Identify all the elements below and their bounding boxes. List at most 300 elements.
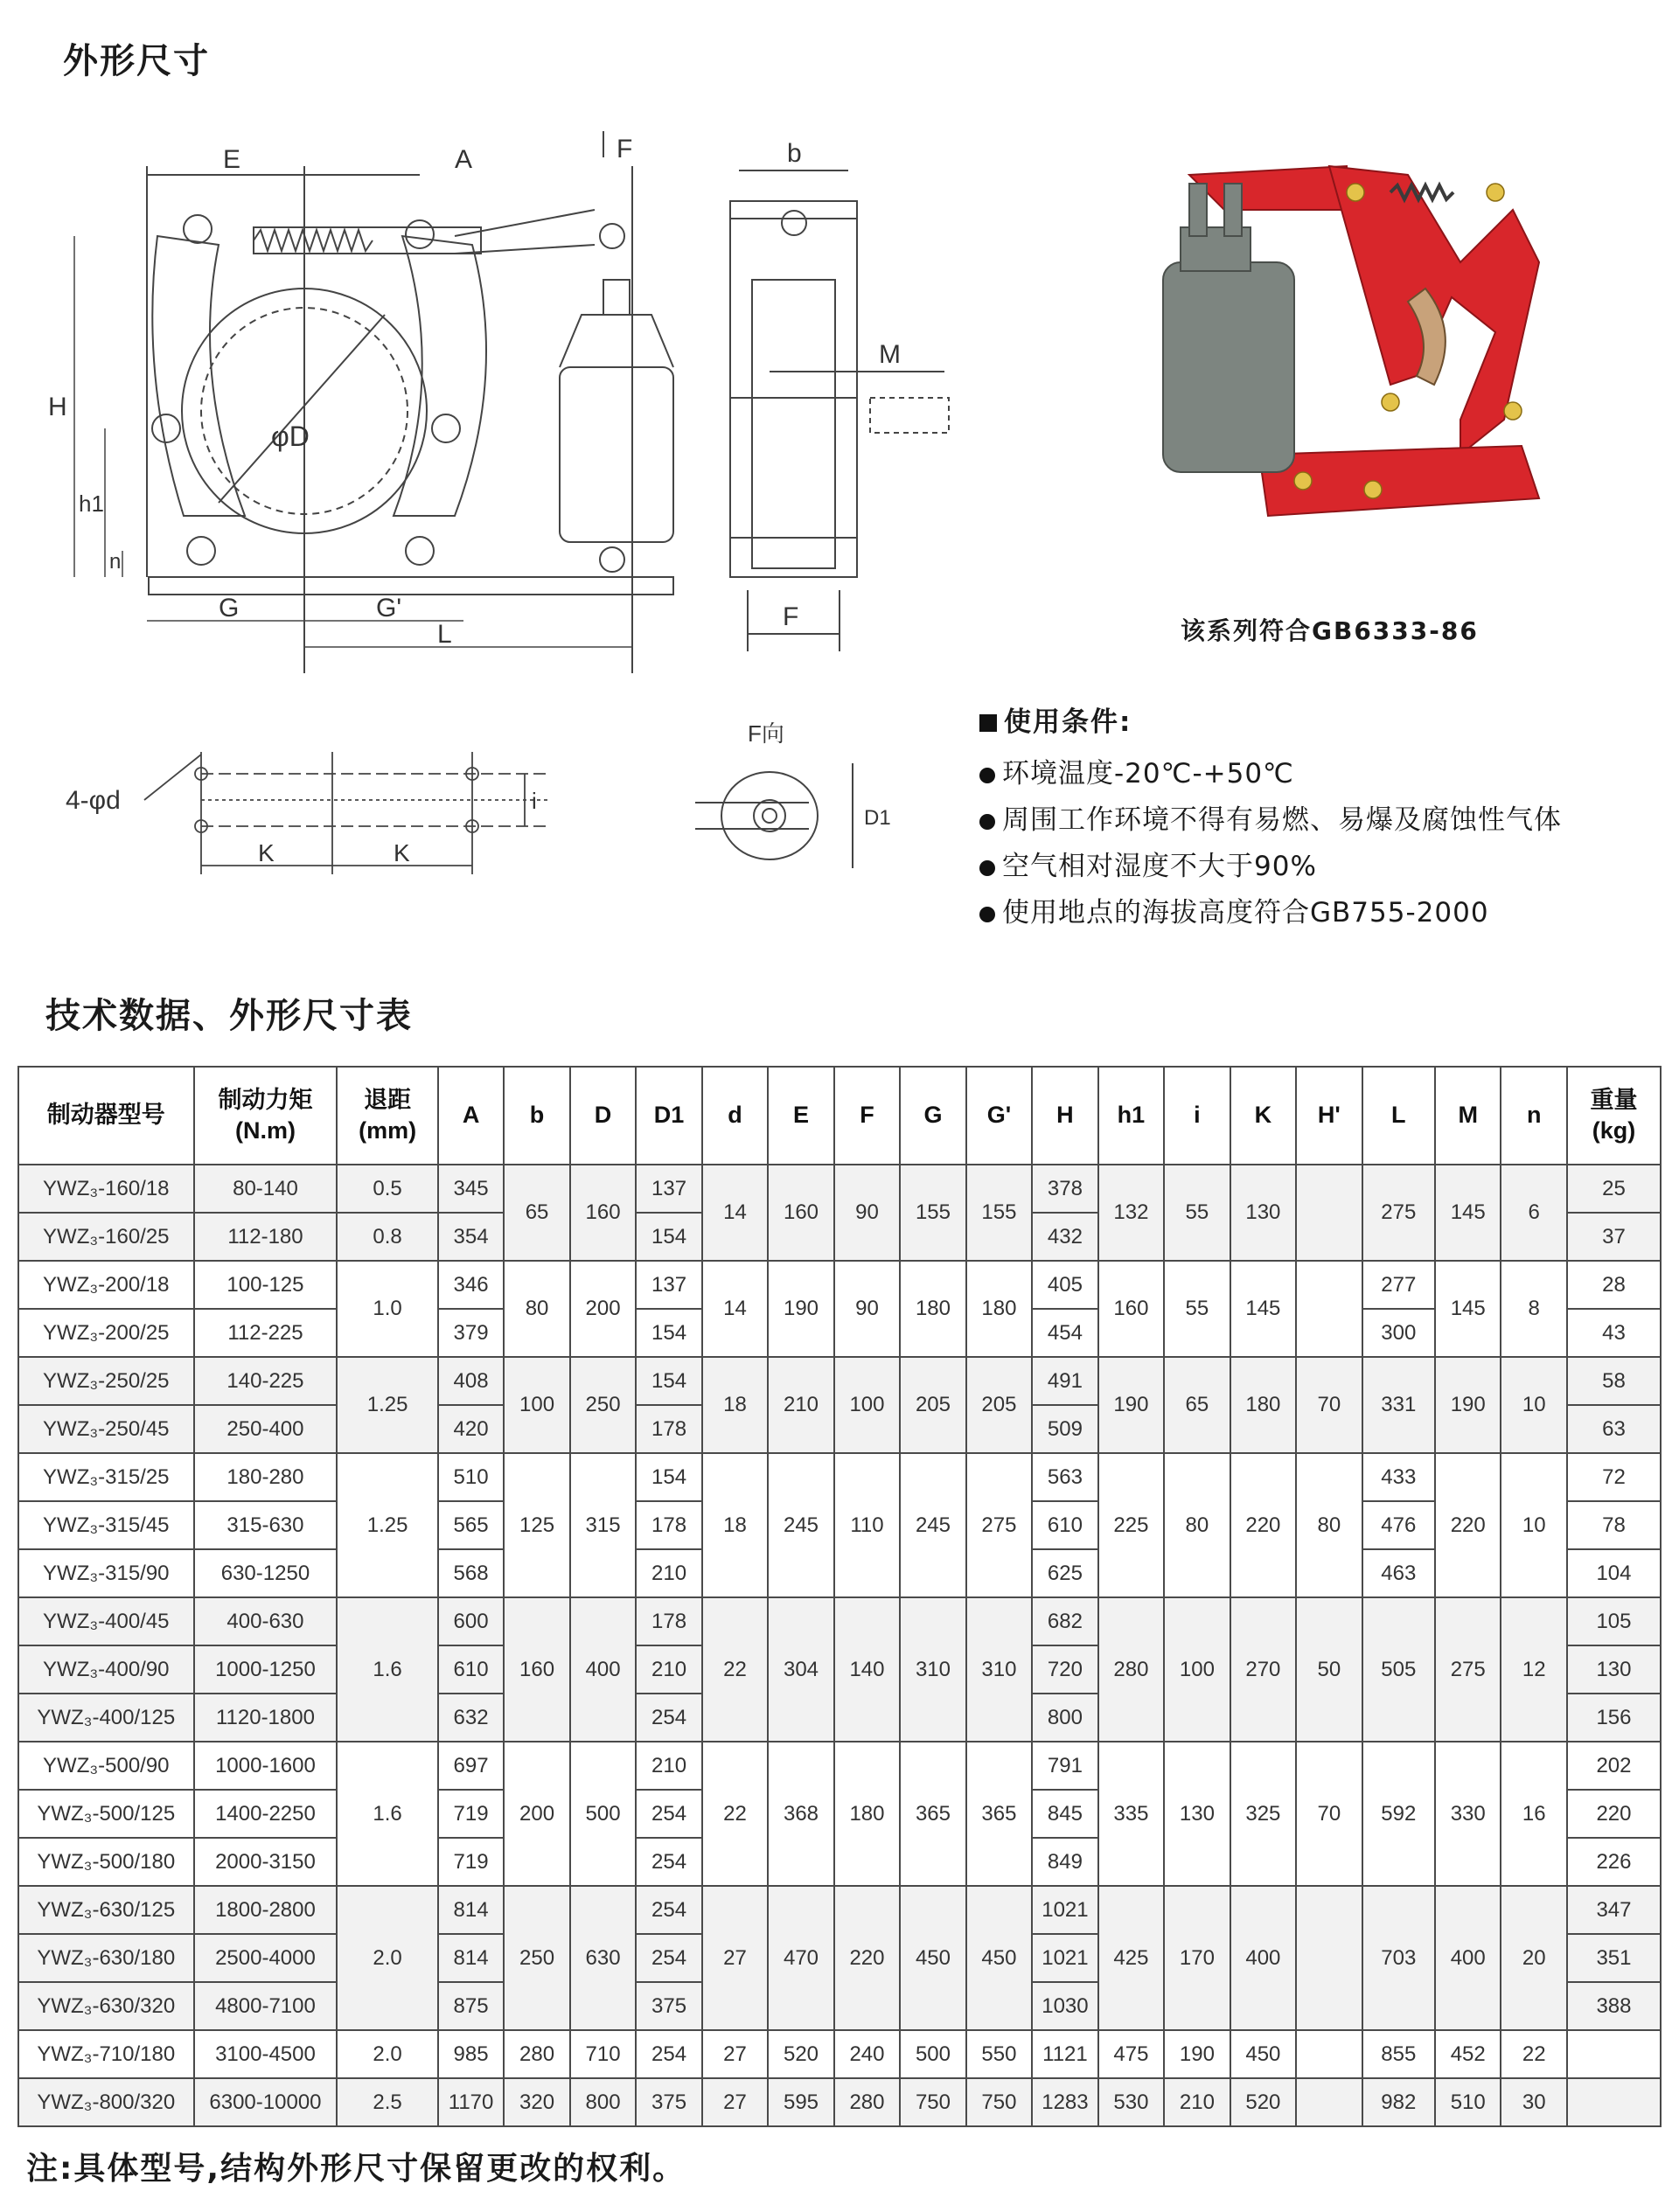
table-cell: 550 bbox=[966, 2030, 1032, 2078]
table-cell: 1170 bbox=[438, 2078, 504, 2126]
table-cell: 14 bbox=[702, 1261, 768, 1357]
dim-label-G: G bbox=[219, 594, 240, 623]
table-cell: 58 bbox=[1567, 1357, 1661, 1405]
table-cell: 351 bbox=[1567, 1934, 1661, 1982]
table-cell: 27 bbox=[702, 1886, 768, 2030]
table-cell: 180-280 bbox=[194, 1453, 338, 1501]
table-cell: 80 bbox=[1296, 1453, 1362, 1597]
table-cell: 178 bbox=[636, 1597, 701, 1645]
table-cell: 130 bbox=[1567, 1645, 1661, 1694]
table-cell: 275 bbox=[966, 1453, 1032, 1597]
dim-label-D1: D1 bbox=[864, 806, 891, 830]
condition-item: 环境温度-20℃-+50℃ bbox=[1002, 758, 1294, 790]
table-cell: 130 bbox=[1164, 1742, 1230, 1886]
usage-conditions bbox=[979, 699, 1562, 936]
table-cell: 625 bbox=[1032, 1549, 1097, 1597]
table-cell bbox=[1296, 1165, 1362, 1261]
table-cell: 105 bbox=[1567, 1597, 1661, 1645]
table-cell: 220 bbox=[1567, 1790, 1661, 1838]
table-row bbox=[18, 1886, 1661, 1934]
table-cell: 719 bbox=[438, 1790, 504, 1838]
table-cell: 30 bbox=[1501, 2078, 1566, 2126]
table-header-cell: H' bbox=[1296, 1067, 1362, 1165]
table-cell: 750 bbox=[966, 2078, 1032, 2126]
table-cell: 55 bbox=[1164, 1261, 1230, 1357]
table-header-cell: M bbox=[1435, 1067, 1501, 1165]
table-cell: 697 bbox=[438, 1742, 504, 1790]
table-cell: 170 bbox=[1164, 1886, 1230, 2030]
table-cell: 254 bbox=[636, 1838, 701, 1886]
dim-label-M: M bbox=[879, 340, 901, 369]
table-cell: 72 bbox=[1567, 1453, 1661, 1501]
table-cell: 180 bbox=[900, 1261, 965, 1357]
table-cell: 277 bbox=[1362, 1261, 1435, 1309]
table-cell: 432 bbox=[1032, 1213, 1097, 1261]
table-cell: 140 bbox=[834, 1597, 900, 1742]
table-cell: 630-1250 bbox=[194, 1549, 338, 1597]
table-cell: 250 bbox=[570, 1357, 636, 1453]
table-cell: 65 bbox=[1164, 1357, 1230, 1453]
table-cell: 200 bbox=[504, 1742, 569, 1886]
table-cell: 14 bbox=[702, 1165, 768, 1261]
table-cell: 210 bbox=[636, 1645, 701, 1694]
dim-label-F: F bbox=[617, 135, 633, 163]
table-cell: 365 bbox=[966, 1742, 1032, 1886]
table-cell: 43 bbox=[1567, 1309, 1661, 1357]
table-cell: 388 bbox=[1567, 1982, 1661, 2030]
table-cell bbox=[1296, 1886, 1362, 2030]
table-cell: 563 bbox=[1032, 1453, 1097, 1501]
table-cell: 178 bbox=[636, 1501, 701, 1549]
table-header-row bbox=[18, 1067, 1661, 1165]
table-cell: 145 bbox=[1435, 1261, 1501, 1357]
table-cell: 154 bbox=[636, 1213, 701, 1261]
table-cell: 280 bbox=[1098, 1597, 1164, 1742]
table-cell: 315 bbox=[570, 1453, 636, 1597]
table-cell: 592 bbox=[1362, 1742, 1435, 1886]
table-cell: 180 bbox=[834, 1742, 900, 1886]
table-cell: YWZ₃-630/125 bbox=[18, 1886, 194, 1934]
table-cell: 25 bbox=[1567, 1165, 1661, 1213]
table-cell: 520 bbox=[768, 2030, 833, 2078]
table-cell: 155 bbox=[966, 1165, 1032, 1261]
table-cell: 27 bbox=[702, 2030, 768, 2078]
table-cell: 2500-4000 bbox=[194, 1934, 338, 1982]
table-cell: 130 bbox=[1230, 1165, 1296, 1261]
table-cell: YWZ₃-400/90 bbox=[18, 1645, 194, 1694]
dim-label-4d: 4-φd bbox=[66, 786, 121, 815]
table-cell: 346 bbox=[438, 1261, 504, 1309]
dim-label-i: i bbox=[532, 788, 537, 814]
table-cell: 405 bbox=[1032, 1261, 1097, 1309]
table-cell: 1000-1600 bbox=[194, 1742, 338, 1790]
table-cell: 814 bbox=[438, 1886, 504, 1934]
dim-label-K-right: K bbox=[394, 839, 410, 866]
dim-label-b: b bbox=[787, 139, 802, 168]
table-cell: 2000-3150 bbox=[194, 1838, 338, 1886]
table-cell: 12 bbox=[1501, 1597, 1566, 1742]
table-cell: 137 bbox=[636, 1165, 701, 1213]
table-cell: 22 bbox=[702, 1742, 768, 1886]
table-cell: YWZ₃-630/320 bbox=[18, 1982, 194, 2030]
table-cell: 160 bbox=[1098, 1261, 1164, 1357]
table-cell: 280 bbox=[834, 2078, 900, 2126]
table-cell: 1120-1800 bbox=[194, 1694, 338, 1742]
table-header-cell: h1 bbox=[1098, 1067, 1164, 1165]
table-cell: 225 bbox=[1098, 1453, 1164, 1597]
table-cell: 425 bbox=[1098, 1886, 1164, 2030]
table-cell: 200 bbox=[570, 1261, 636, 1357]
table-cell: 408 bbox=[438, 1357, 504, 1405]
table-header-cell: L bbox=[1362, 1067, 1435, 1165]
table-cell: 632 bbox=[438, 1694, 504, 1742]
dim-label-D: φD bbox=[271, 421, 310, 452]
table-cell: 100 bbox=[834, 1357, 900, 1453]
table-cell: YWZ₃-630/180 bbox=[18, 1934, 194, 1982]
table-cell: 254 bbox=[636, 1886, 701, 1934]
table-cell: 682 bbox=[1032, 1597, 1097, 1645]
table-cell: 78 bbox=[1567, 1501, 1661, 1549]
table-header-cell: 重量 (kg) bbox=[1567, 1067, 1661, 1165]
table-cell: 365 bbox=[900, 1742, 965, 1886]
table-cell: 154 bbox=[636, 1453, 701, 1501]
table-cell bbox=[1567, 2078, 1661, 2126]
table-cell: 140-225 bbox=[194, 1357, 338, 1405]
table-cell: 610 bbox=[438, 1645, 504, 1694]
table-cell: 800 bbox=[1032, 1694, 1097, 1742]
table-cell: 595 bbox=[768, 2078, 833, 2126]
table-cell: 520 bbox=[1230, 2078, 1296, 2126]
table-cell: 202 bbox=[1567, 1742, 1661, 1790]
table-cell: 500 bbox=[900, 2030, 965, 2078]
table-cell: 1800-2800 bbox=[194, 1886, 338, 1934]
table-cell: 379 bbox=[438, 1309, 504, 1357]
table-cell: 703 bbox=[1362, 1886, 1435, 2030]
table-cell: 310 bbox=[966, 1597, 1032, 1742]
bullet-icon bbox=[979, 814, 995, 830]
table-cell: 530 bbox=[1098, 2078, 1164, 2126]
table-cell: 510 bbox=[1435, 2078, 1501, 2126]
table-cell: 450 bbox=[1230, 2030, 1296, 2078]
table-cell: 27 bbox=[702, 2078, 768, 2126]
dim-label-G-prime: G' bbox=[376, 594, 402, 623]
table-row bbox=[18, 1261, 1661, 1309]
table-header-cell: K bbox=[1230, 1067, 1296, 1165]
table-cell: 104 bbox=[1567, 1549, 1661, 1597]
dim-label-H: H bbox=[48, 393, 67, 421]
table-cell: 16 bbox=[1501, 1742, 1566, 1886]
table-cell: 112-225 bbox=[194, 1309, 338, 1357]
table-header-cell: D1 bbox=[636, 1067, 701, 1165]
table-cell: YWZ₃-315/45 bbox=[18, 1501, 194, 1549]
table-cell: 345 bbox=[438, 1165, 504, 1213]
table-cell: 400 bbox=[570, 1597, 636, 1742]
table-cell: YWZ₃-250/45 bbox=[18, 1405, 194, 1453]
table-cell: 50 bbox=[1296, 1597, 1362, 1742]
table-cell: YWZ₃-250/25 bbox=[18, 1357, 194, 1405]
table-cell: 300 bbox=[1362, 1309, 1435, 1357]
square-bullet-icon bbox=[979, 714, 997, 732]
table-cell bbox=[1567, 2030, 1661, 2078]
table-cell: 190 bbox=[1435, 1357, 1501, 1453]
table-header-cell: A bbox=[438, 1067, 504, 1165]
table-cell: 254 bbox=[636, 1790, 701, 1838]
bullet-icon bbox=[979, 768, 995, 783]
table-cell: 509 bbox=[1032, 1405, 1097, 1453]
condition-item: 空气相对湿度不大于90% bbox=[1002, 851, 1317, 882]
table-cell: 470 bbox=[768, 1886, 833, 2030]
table-cell: 154 bbox=[636, 1309, 701, 1357]
table-cell: 90 bbox=[834, 1261, 900, 1357]
table-cell: 190 bbox=[1164, 2030, 1230, 2078]
table-cell: 505 bbox=[1362, 1597, 1435, 1742]
table-cell: 245 bbox=[900, 1453, 965, 1597]
dim-label-F-side: F bbox=[783, 602, 799, 631]
table-cell: YWZ₃-315/25 bbox=[18, 1453, 194, 1501]
table-cell: 270 bbox=[1230, 1597, 1296, 1742]
table-cell: 454 bbox=[1032, 1309, 1097, 1357]
table-cell: 1021 bbox=[1032, 1886, 1097, 1934]
table-cell: YWZ₃-500/180 bbox=[18, 1838, 194, 1886]
table-cell: 304 bbox=[768, 1597, 833, 1742]
table-cell: 450 bbox=[900, 1886, 965, 2030]
table-cell: 275 bbox=[1362, 1165, 1435, 1261]
spec-table bbox=[17, 1066, 1662, 2127]
table-cell: YWZ₃-315/90 bbox=[18, 1549, 194, 1597]
table-cell: 1283 bbox=[1032, 2078, 1097, 2126]
table-row bbox=[18, 1742, 1661, 1790]
table-cell: 378 bbox=[1032, 1165, 1097, 1213]
f-direction-view-drawing bbox=[691, 715, 901, 890]
table-cell: 400 bbox=[1230, 1886, 1296, 2030]
table-row bbox=[18, 1165, 1661, 1213]
table-cell: 220 bbox=[834, 1886, 900, 2030]
dim-label-L: L bbox=[437, 620, 452, 649]
table-cell: YWZ₃-160/18 bbox=[18, 1165, 194, 1213]
table-cell: 22 bbox=[1501, 2030, 1566, 2078]
table-header-cell: 制动力矩 (N.m) bbox=[194, 1067, 338, 1165]
table-header-cell: F bbox=[834, 1067, 900, 1165]
table-cell: 6300-10000 bbox=[194, 2078, 338, 2126]
table-cell: 750 bbox=[900, 2078, 965, 2126]
table-header-cell: 制动器型号 bbox=[18, 1067, 194, 1165]
table-cell: 347 bbox=[1567, 1886, 1661, 1934]
table-cell: 433 bbox=[1362, 1453, 1435, 1501]
table-cell: 80-140 bbox=[194, 1165, 338, 1213]
table-cell: 1.25 bbox=[337, 1357, 437, 1453]
table-cell: 210 bbox=[768, 1357, 833, 1453]
table-header-cell: H bbox=[1032, 1067, 1097, 1165]
table-row bbox=[18, 1453, 1661, 1501]
bullet-icon bbox=[979, 860, 995, 876]
table-cell: 0.8 bbox=[337, 1213, 437, 1261]
table-cell: 70 bbox=[1296, 1357, 1362, 1453]
table-cell: 275 bbox=[1435, 1597, 1501, 1742]
section-title-dimensions: 外形尺寸 bbox=[63, 41, 210, 81]
table-cell: 1030 bbox=[1032, 1982, 1097, 2030]
table-cell: 475 bbox=[1098, 2030, 1164, 2078]
table-cell: 610 bbox=[1032, 1501, 1097, 1549]
table-header-cell: E bbox=[768, 1067, 833, 1165]
table-cell: 254 bbox=[636, 2030, 701, 2078]
table-cell: 80 bbox=[504, 1261, 569, 1357]
table-cell: 137 bbox=[636, 1261, 701, 1309]
table-cell: 250 bbox=[504, 1886, 569, 2030]
brake-product-illustration bbox=[1128, 157, 1583, 551]
section-title-table: 技术数据、外形尺寸表 bbox=[45, 996, 413, 1036]
table-cell: 110 bbox=[834, 1453, 900, 1597]
table-cell: YWZ₃-400/125 bbox=[18, 1694, 194, 1742]
table-cell: 145 bbox=[1230, 1261, 1296, 1357]
table-cell: 710 bbox=[570, 2030, 636, 2078]
condition-item: 使用地点的海拔高度符合GB755-2000 bbox=[1002, 897, 1489, 929]
table-cell: 500 bbox=[570, 1742, 636, 1886]
table-cell: 80 bbox=[1164, 1453, 1230, 1597]
table-cell: 250-400 bbox=[194, 1405, 338, 1453]
table-cell: 125 bbox=[504, 1453, 569, 1597]
table-cell: 310 bbox=[900, 1597, 965, 1742]
table-cell: 160 bbox=[570, 1165, 636, 1261]
table-cell: 1.0 bbox=[337, 1261, 437, 1357]
table-cell: 510 bbox=[438, 1453, 504, 1501]
table-cell: 6 bbox=[1501, 1165, 1566, 1261]
table-cell: 37 bbox=[1567, 1213, 1661, 1261]
table-cell: YWZ₃-200/18 bbox=[18, 1261, 194, 1309]
condition-item: 周围工作环境不得有易燃、易爆及腐蚀性气体 bbox=[1002, 804, 1562, 836]
mounting-holes-drawing bbox=[61, 739, 568, 887]
table-cell: 330 bbox=[1435, 1742, 1501, 1886]
table-cell: 335 bbox=[1098, 1742, 1164, 1886]
table-cell: 420 bbox=[438, 1405, 504, 1453]
table-cell bbox=[1296, 2030, 1362, 2078]
table-row bbox=[18, 2030, 1661, 2078]
footnote: 注:具体型号,结构外形尺寸保留更改的权利。 bbox=[26, 2151, 686, 2187]
dim-label-A: A bbox=[455, 145, 473, 174]
table-cell: 220 bbox=[1435, 1453, 1501, 1597]
table-cell: 354 bbox=[438, 1213, 504, 1261]
table-cell: 0.5 bbox=[337, 1165, 437, 1213]
table-cell: 254 bbox=[636, 1694, 701, 1742]
standard-caption: 该系列符合GB6333-86 bbox=[1181, 616, 1479, 645]
table-cell: 280 bbox=[504, 2030, 569, 2078]
table-cell: 70 bbox=[1296, 1742, 1362, 1886]
table-cell: 1400-2250 bbox=[194, 1790, 338, 1838]
table-cell: YWZ₃-160/25 bbox=[18, 1213, 194, 1261]
table-cell: YWZ₃-710/180 bbox=[18, 2030, 194, 2078]
table-header-cell: i bbox=[1164, 1067, 1230, 1165]
table-cell: 1.25 bbox=[337, 1453, 437, 1597]
table-row bbox=[18, 1357, 1661, 1405]
table-cell: 156 bbox=[1567, 1694, 1661, 1742]
table-cell: 112-180 bbox=[194, 1213, 338, 1261]
table-cell: 1000-1250 bbox=[194, 1645, 338, 1694]
table-cell: 254 bbox=[636, 1934, 701, 1982]
table-cell: 985 bbox=[438, 2030, 504, 2078]
table-cell: 600 bbox=[438, 1597, 504, 1645]
table-cell: 375 bbox=[636, 1982, 701, 2030]
table-cell: 132 bbox=[1098, 1165, 1164, 1261]
table-cell: 982 bbox=[1362, 2078, 1435, 2126]
table-cell: 22 bbox=[702, 1597, 768, 1742]
table-cell: 800 bbox=[570, 2078, 636, 2126]
table-cell: 28 bbox=[1567, 1261, 1661, 1309]
table-cell: YWZ₃-200/25 bbox=[18, 1309, 194, 1357]
table-cell: 4800-7100 bbox=[194, 1982, 338, 2030]
table-cell: 205 bbox=[966, 1357, 1032, 1453]
table-row bbox=[18, 2078, 1661, 2126]
table-cell: 190 bbox=[768, 1261, 833, 1357]
table-cell: 2.0 bbox=[337, 1886, 437, 2030]
table-cell: 320 bbox=[504, 2078, 569, 2126]
table-cell: YWZ₃-500/125 bbox=[18, 1790, 194, 1838]
table-cell: 210 bbox=[636, 1549, 701, 1597]
table-cell: YWZ₃-400/45 bbox=[18, 1597, 194, 1645]
table-cell: 3100-4500 bbox=[194, 2030, 338, 2078]
table-cell: 10 bbox=[1501, 1357, 1566, 1453]
table-cell: 10 bbox=[1501, 1453, 1566, 1597]
table-cell: 875 bbox=[438, 1982, 504, 2030]
table-cell: YWZ₃-800/320 bbox=[18, 2078, 194, 2126]
table-cell: 2.5 bbox=[337, 2078, 437, 2126]
table-cell: 325 bbox=[1230, 1742, 1296, 1886]
table-cell: 400 bbox=[1435, 1886, 1501, 2030]
dim-label-E: E bbox=[223, 145, 241, 174]
table-header-cell: G bbox=[900, 1067, 965, 1165]
table-cell: 205 bbox=[900, 1357, 965, 1453]
table-cell: 18 bbox=[702, 1357, 768, 1453]
table-cell bbox=[1296, 1261, 1362, 1357]
table-header-cell: d bbox=[702, 1067, 768, 1165]
table-cell: 315-630 bbox=[194, 1501, 338, 1549]
table-cell: 55 bbox=[1164, 1165, 1230, 1261]
table-cell: 855 bbox=[1362, 2030, 1435, 2078]
table-cell: 20 bbox=[1501, 1886, 1566, 2030]
table-cell: 100 bbox=[1164, 1597, 1230, 1742]
table-cell: 155 bbox=[900, 1165, 965, 1261]
table-cell: 630 bbox=[570, 1886, 636, 2030]
table-header-cell: b bbox=[504, 1067, 569, 1165]
table-cell: 65 bbox=[504, 1165, 569, 1261]
table-cell: 240 bbox=[834, 2030, 900, 2078]
table-cell: 100-125 bbox=[194, 1261, 338, 1309]
table-cell: 331 bbox=[1362, 1357, 1435, 1453]
table-cell bbox=[1296, 2078, 1362, 2126]
table-cell: 814 bbox=[438, 1934, 504, 1982]
table-row bbox=[18, 1597, 1661, 1645]
table-cell: 1.6 bbox=[337, 1597, 437, 1742]
table-cell: 145 bbox=[1435, 1165, 1501, 1261]
motor-gray bbox=[1163, 184, 1294, 472]
table-cell: 791 bbox=[1032, 1742, 1097, 1790]
table-cell: 375 bbox=[636, 2078, 701, 2126]
table-cell: 154 bbox=[636, 1357, 701, 1405]
table-cell: 160 bbox=[768, 1165, 833, 1261]
front-view-drawing bbox=[35, 114, 665, 673]
table-cell: 845 bbox=[1032, 1790, 1097, 1838]
table-cell: 63 bbox=[1567, 1405, 1661, 1453]
table-cell: 160 bbox=[504, 1597, 569, 1742]
table-cell: 190 bbox=[1098, 1357, 1164, 1453]
table-cell: 463 bbox=[1362, 1549, 1435, 1597]
side-view-drawing bbox=[717, 136, 962, 660]
dim-label-h1: h1 bbox=[79, 490, 104, 517]
table-cell: 2.0 bbox=[337, 2030, 437, 2078]
dim-label-n: n bbox=[109, 550, 122, 574]
table-cell: 400-630 bbox=[194, 1597, 338, 1645]
table-cell: 565 bbox=[438, 1501, 504, 1549]
table-cell: YWZ₃-500/90 bbox=[18, 1742, 194, 1790]
table-cell: 452 bbox=[1435, 2030, 1501, 2078]
